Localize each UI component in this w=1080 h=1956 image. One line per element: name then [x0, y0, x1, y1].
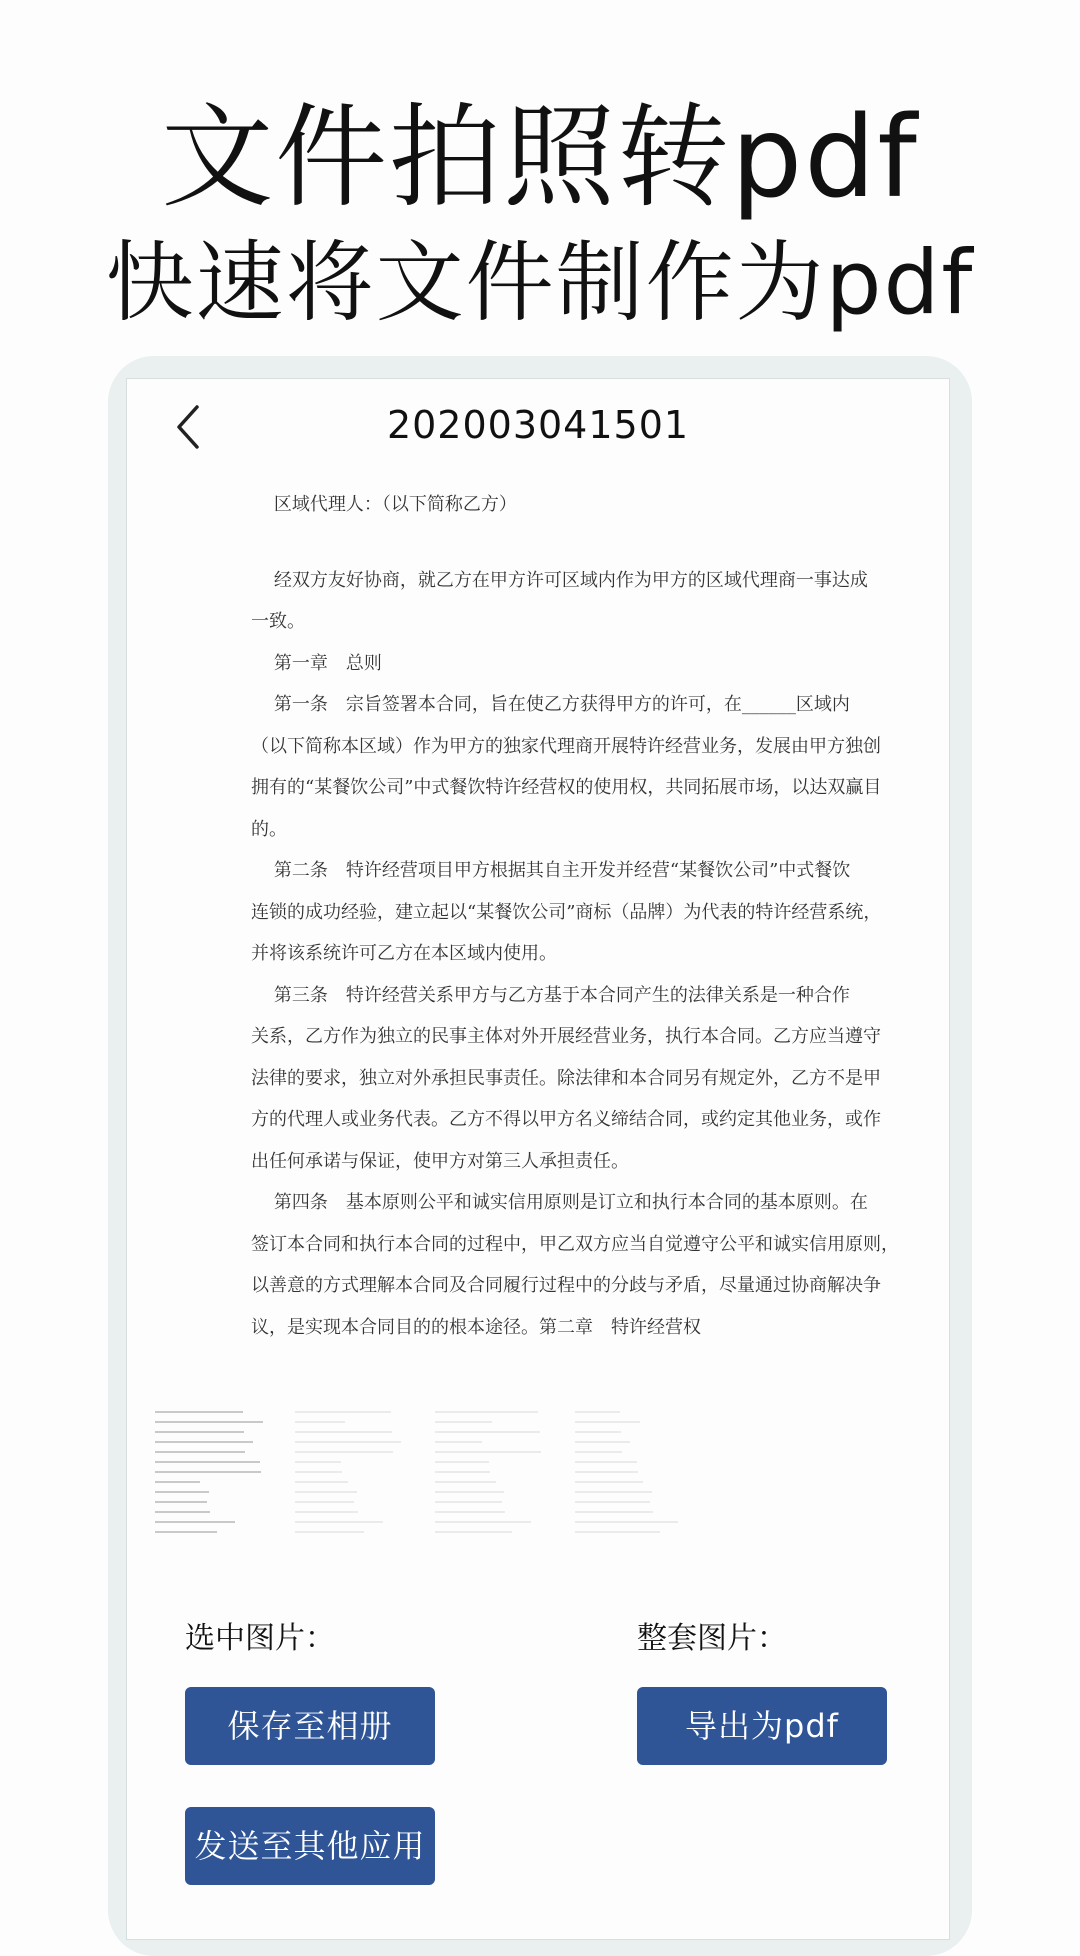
thumbnail-text-line: [155, 1461, 260, 1463]
thumbnail-text-line: [295, 1521, 383, 1523]
promo-headline: 文件拍照转pdf: [161, 93, 919, 223]
thumbnail-text-line: [295, 1451, 393, 1453]
thumbnail-text-line: [295, 1531, 364, 1533]
thumbnail-text-line: [155, 1521, 235, 1523]
thumbnail-text-line: [575, 1511, 653, 1513]
document-line: 经双方友好协商，就乙方在甲方许可区域内作为甲方的区域代理商一事达成: [251, 569, 868, 591]
thumbnail-text-line: [155, 1421, 263, 1423]
document-preview[interactable]: [251, 484, 899, 1348]
document-title: 202003041501: [386, 403, 690, 447]
thumbnail-text-line: [575, 1521, 678, 1523]
thumbnail-text-line: [155, 1531, 217, 1533]
page-thumbnail[interactable]: [295, 1411, 405, 1541]
thumbnail-text-line: [435, 1441, 482, 1443]
thumbnail-text-line: [155, 1491, 209, 1493]
thumbnail-text-line: [435, 1531, 512, 1533]
document-line: 第四条 基本原则公平和诚实信用原则是订立和执行本合同的基本原则。在: [251, 1192, 868, 1213]
document-line: 方的代理人或业务代表。乙方不得以甲方名义缔结合同，或约定其他业务，或作: [251, 1109, 881, 1130]
export-pdf-button[interactable]: 导出为pdf: [637, 1687, 887, 1765]
nav-bar: [127, 379, 949, 469]
thumbnail-text-line: [155, 1501, 207, 1503]
document-line: 的。: [251, 818, 287, 840]
thumbnail-text-line: [155, 1481, 200, 1483]
thumbnail-text-line: [435, 1451, 541, 1453]
thumbnail-text-line: [575, 1491, 652, 1493]
promo-subheadline: 快速将文件制作为pdf: [105, 231, 975, 334]
page-thumbnail[interactable]: [435, 1411, 545, 1541]
document-line: 签订本合同和执行本合同的过程中，甲乙双方应当自觉遵守公平和诚实信用原则，: [251, 1233, 899, 1255]
thumbnail-text-line: [295, 1461, 341, 1463]
thumbnail-text-line: [575, 1501, 650, 1503]
thumbnail-text-line: [435, 1481, 496, 1483]
selected-images-label: 选中图片：: [185, 1621, 335, 1656]
document-line: 以善意的方式理解本合同及合同履行过程中的分歧与矛盾，尽量通过协商解决争: [251, 1275, 881, 1296]
thumbnail-text-line: [295, 1481, 348, 1483]
image-set-label: 整套图片：: [637, 1621, 787, 1656]
thumbnail-text-line: [575, 1421, 640, 1423]
thumbnail-strip: [155, 1411, 695, 1541]
thumbnail-text-line: [575, 1451, 622, 1453]
thumbnail-text-line: [295, 1501, 354, 1503]
thumbnail-text-line: [575, 1481, 643, 1483]
thumbnail-text-line: [435, 1411, 538, 1413]
document-line: 第三条 特许经营关系甲方与乙方基于本合同产生的法律关系是一种合作: [251, 984, 850, 1006]
thumbnail-text-line: [575, 1411, 620, 1413]
thumbnail-text-line: [295, 1421, 345, 1423]
thumbnail-text-line: [295, 1511, 358, 1513]
thumbnail-text-line: [435, 1431, 540, 1433]
thumbnail-text-line: [295, 1491, 357, 1493]
thumbnail-text-line: [155, 1431, 244, 1433]
document-line: 关系，乙方作为独立的民事主体对外开展经营业务，执行本合同。乙方应当遵守: [251, 1026, 881, 1047]
thumbnail-text-line: [575, 1431, 621, 1433]
thumbnail-text-line: [295, 1471, 342, 1473]
thumbnail-text-line: [155, 1441, 253, 1443]
document-line: 第二条 特许经营项目甲方根据其自主开发并经营“某餐饮公司”中式餐饮: [251, 860, 851, 881]
document-line: 连锁的成功经验，建立起以“某餐饮公司”商标（品牌）为代表的特许经营系统，: [251, 901, 882, 923]
thumbnail-text-line: [435, 1491, 504, 1493]
thumbnail-text-line: [435, 1501, 502, 1503]
thumbnail-text-line: [435, 1511, 505, 1513]
thumbnail-text-line: [575, 1441, 630, 1443]
thumbnail-text-line: [155, 1411, 243, 1413]
thumbnail-text-line: [575, 1531, 660, 1533]
thumbnail-text-line: [295, 1431, 392, 1433]
save-to-album-button[interactable]: 保存至相册: [185, 1687, 435, 1765]
thumbnail-text-line: [435, 1471, 490, 1473]
document-line: 出任何承诺与保证，使甲方对第三人承担责任。: [251, 1150, 629, 1172]
page-thumbnail[interactable]: [155, 1411, 265, 1541]
thumbnail-text-line: [295, 1441, 401, 1443]
app-screen: [126, 378, 950, 1940]
document-line: 第一条 宗旨签署本合同，旨在使乙方获得甲方的许可，在______区域内: [251, 694, 850, 715]
document-line: 议，是实现本合同目的的根本途径。第二章 特许经营权: [251, 1316, 701, 1338]
document-line: 法律的要求，独立对外承担民事责任。除法律和本合同另有规定外，乙方不是甲: [251, 1067, 881, 1089]
thumbnail-text-line: [435, 1421, 492, 1423]
thumbnail-text-line: [435, 1521, 531, 1523]
document-line: （以下简称本区域）作为甲方的独家代理商开展特许经营业务，发展由甲方独创: [251, 735, 881, 757]
document-line: 第一章 总则: [251, 652, 382, 674]
document-line: 区域代理人：（以下简称乙方）: [251, 494, 517, 515]
thumbnail-text-line: [155, 1451, 245, 1453]
thumbnail-text-line: [435, 1461, 489, 1463]
thumbnail-text-line: [155, 1471, 261, 1473]
document-line: 一致。: [251, 611, 305, 632]
page-thumbnail[interactable]: [575, 1411, 685, 1541]
thumbnail-text-line: [155, 1511, 210, 1513]
document-line: 拥有的“某餐饮公司”中式餐饮特许经营权的使用权，共同拓展市场，以达双赢目: [251, 777, 882, 798]
thumbnail-text-line: [575, 1471, 638, 1473]
document-line: 并将该系统许可乙方在本区域内使用。: [251, 943, 557, 964]
send-to-other-apps-button[interactable]: 发送至其他应用: [185, 1807, 435, 1885]
document-gap: [251, 526, 851, 560]
thumbnail-text-line: [295, 1411, 391, 1413]
thumbnail-text-line: [575, 1461, 637, 1463]
